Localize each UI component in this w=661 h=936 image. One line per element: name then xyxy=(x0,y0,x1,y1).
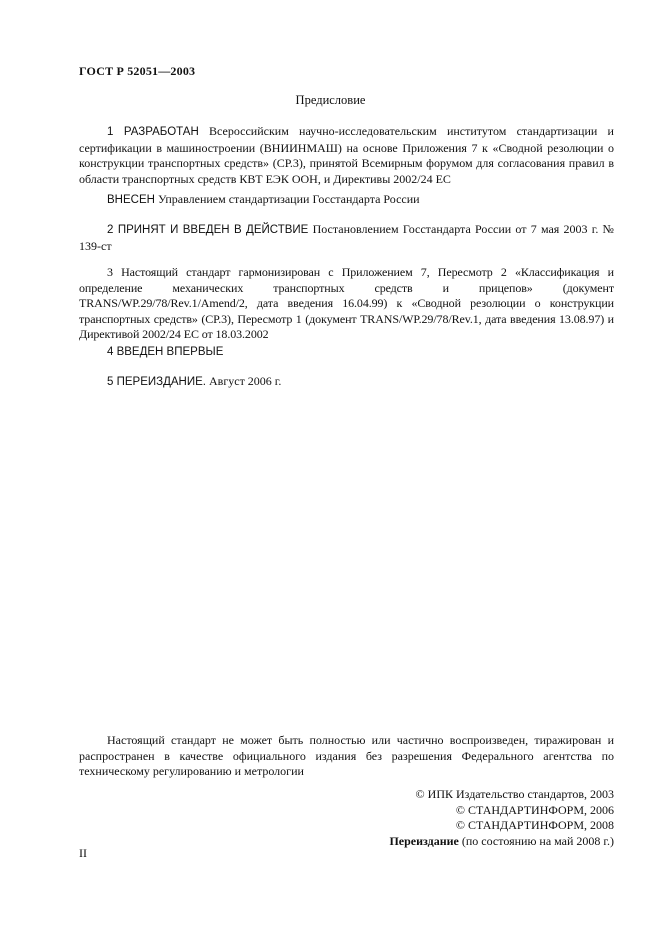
preface-item-5 xyxy=(79,374,614,391)
preface-title: Предисловие xyxy=(295,93,366,107)
preface-item-lead: 3 xyxy=(107,265,113,279)
preface-item-lead: ВНЕСЕН xyxy=(107,194,155,206)
preface-item-3 xyxy=(79,265,614,343)
preface-item-1 xyxy=(79,124,614,187)
preface-item-text: Август 2006 г. xyxy=(205,374,282,388)
preface-item-lead: 4 ВВЕДЕН ВПЕРВЫЕ xyxy=(107,346,224,358)
preface-item-4 xyxy=(79,344,614,361)
copyright-line: © ИПК Издательство стандартов, 2003 xyxy=(415,787,614,801)
reissue-label: Переиздание xyxy=(389,833,459,848)
reissue-line xyxy=(389,834,614,850)
copyright-line: © СТАНДАРТИНФОРМ, 2006 xyxy=(455,802,614,817)
reissue-note: (по состоянию на май 2008 г.) xyxy=(458,833,614,848)
page-number: II xyxy=(79,846,87,860)
preface-item-text: Всероссийским научно-исследовательским институтом стандартизации и сертификации в машиностроении (ВНИИНМАШ) на основе Приложения 7 к «Сводной резолюции о конструкции транспортных средств» (СР.3), принятой Всемирным форумом для согласования правил в области транспортных средств КВТ ЕЭК ООН, и Директивы 2002/24 ЕС xyxy=(79,124,614,186)
preface-item-lead: 1 РАЗРАБОТАН xyxy=(107,126,199,138)
preface-item-text: Управлением стандартизации Госстандарта России xyxy=(154,192,420,206)
copyright-line: © СТАНДАРТИНФОРМ, 2008 xyxy=(455,818,614,832)
preface-item-text: Постановлением Госстандарта России от 7 мая 2003 г. № 139-ст xyxy=(79,222,615,253)
standard-number-header: ГОСТ Р 52051—2003 xyxy=(79,64,196,78)
preface-item-text: Настоящий стандарт гармонизирован с Приложением 7, Пересмотр 2 «Классификация и определение механических транспортных средств и прицепов» (документ TRANS/WP.29/78/Rev.1/Amend/2, дата введения 16.04.99) к «Сводной резолюции о конструкции транспортных средств» (СР.3), Пересмотр 1 (документ TRANS/WP.29/78/Rev.1, дата введения 13.08.97) и Директивой 2002/24 ЕС от 18.03.2002 xyxy=(79,265,614,341)
preface-item-2 xyxy=(79,222,614,254)
copyright-block xyxy=(389,787,614,849)
reproduction-notice: Настоящий стандарт не может быть полностью или частично воспроизведен, тиражирован и распространен в качестве официального издания без разрешения Федерального агентства по техническому регулированию и метрологии xyxy=(79,733,614,778)
preface-item-lead: 5 ПЕРЕИЗДАНИЕ. xyxy=(107,376,206,388)
preface-item-lead: 2 ПРИНЯТ И ВВЕДЕН В ДЕЙСТВИЕ xyxy=(107,224,309,236)
preface-item-submitted xyxy=(79,192,614,209)
